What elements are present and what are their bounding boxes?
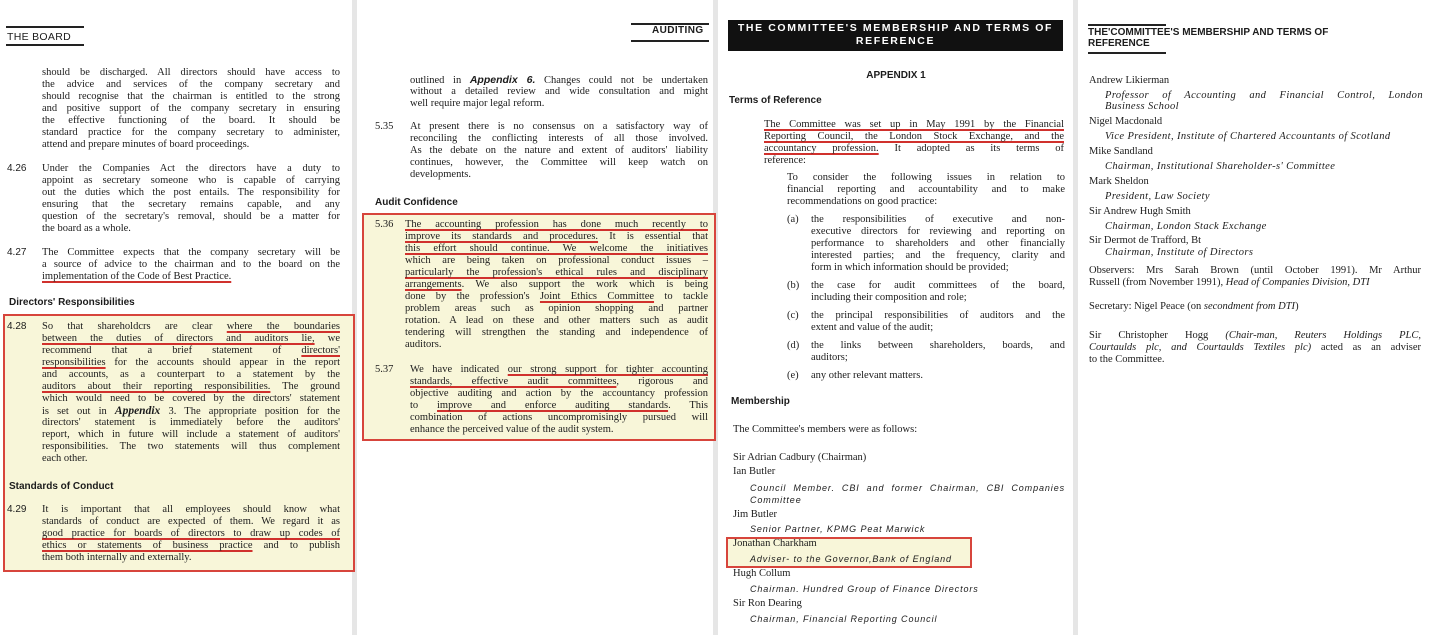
text-line: auditors. [405,339,442,350]
text-line: executive directors for reviewing and reporting on [811,226,1065,237]
text-line [42,528,340,540]
underlined-text: this effort should continue. We welcome the initiatives [405,243,708,254]
text-line [42,540,340,552]
member-name: Jim Butler [733,509,778,520]
text-line: reconciling the conflicting interests of all those involved. [410,133,708,144]
text-line: problem areas such as opinion shopping and partner [405,303,708,314]
text-line: recommendations on good practice: [787,196,938,207]
paragraph [1089,301,1421,313]
text-line: the links between shareholders, boards, and [811,340,1065,351]
text-line: To consider the following issues in relation to [787,172,1065,183]
text-line [405,291,708,303]
member-role: Vice President, Institute of Chartered Accountants of Scotland [1105,131,1391,142]
paragraph-number: (d) [787,340,800,351]
text-line: question of the secretary's removal, should be a matter for [42,211,340,222]
header-rule [6,44,84,46]
text-line: financial reporting and accountability and to make [787,184,1065,195]
text-line: The Committee's members were as follows: [733,424,918,435]
paragraph [787,172,1065,208]
text-segment: Russell (from November 1991), [1089,277,1226,288]
member-role: President, Law Society [1105,191,1210,202]
text-line: It is important that all employees should know what [42,504,340,515]
text-line: At present there is no consensus on a satisfactory way of [410,121,708,132]
paragraph [1089,330,1421,366]
text-line: combination of actions uncompromisingly pursued will [410,412,708,423]
paragraph [42,321,340,465]
text-line: which are being taken on professional conduct issues – [405,255,708,266]
text-line [410,400,708,412]
underlined-text: improve its standards and procedures. [405,231,599,242]
emphasized-text: (Chair-man, Reuters Holdings PLC, [1225,330,1421,341]
text-line: interested parties; and the frequency, clarity and [811,250,1065,261]
text-line: well require major legal reform. [410,98,545,109]
member-name: Mark Sheldon [1089,176,1149,187]
text-segment: Secretary: Nigel Peace (on [1089,301,1204,312]
text-line: As the debate on the nature and extent of auditors' liability [410,145,708,156]
underlined-text: directors' [301,345,340,356]
text-line: them both internally and externally. [42,552,192,563]
section-heading: Directors' Responsibilities [9,297,135,308]
underlined-text: responsibilities [42,357,106,368]
member-role: Chairman, Institutional Shareholder-s' Committee [1105,161,1336,172]
text-segment: It adopted as its terms of [878,143,1064,154]
text-segment: It is essential that [598,231,708,242]
member-name: Ian Butler [733,466,776,477]
text-segment: we [314,333,340,344]
member-role: Chairman, London Stack Exchange [1105,221,1267,232]
underlined-text: good practice for boards of directors to draw up codes of [42,528,340,539]
text-line: continues, however, the Committee will keep watch on [410,157,708,168]
text-segment: outlined in [410,75,470,86]
underlined-text: particularly the profession's ethical rules and disciplinary [405,267,708,278]
text-line [405,267,708,279]
paragraph-number: 5.37 [375,364,394,375]
text-segment: . This [668,400,709,411]
paragraph-number: 4.27 [7,247,27,258]
text-line: a source of advice to the chairman and to the board on the [42,259,340,270]
paragraph-number: 4.28 [7,321,27,332]
text-line: standards of conduct are expected of them. We regard it as [42,516,340,527]
emphasized-text: Courtaulds plc, and Courtaulds Textiles plc) [1089,342,1312,353]
text-segment: done by the profession's [405,291,540,302]
underlined-text: between the duties of directors and auditors lie, [42,333,315,344]
underlined-text: where the boundaries [226,321,340,332]
paragraph [42,163,340,235]
text-segment: recommend that a brief statement of [42,345,302,356]
text-line [42,333,340,345]
paragraph-number: (c) [787,310,799,321]
member-role: Professor of Accounting and Financial Control, London [1105,90,1423,101]
text-line: any other relevant matters. [811,370,923,381]
text-line: should recognise that the chairman is entitled to the strong [42,91,340,102]
text-line: Observers: Mrs Sarah Brown (until October 1991). Mr Arthur [1089,265,1421,276]
text-line: auditors; [811,352,848,363]
section-heading: Membership [731,396,790,407]
text-line: The Committee expects that the company secretary will be [42,247,340,258]
text-line: extent and value of the audit; [811,322,934,333]
chapter-banner: THE COMMITTEE'S MEMBERSHIP AND TERMS OF REFERENCE [728,20,1063,51]
text-line: without a detailed review and wide consultation and might [410,86,708,97]
text-line [405,279,708,291]
text-line: responsibilities. The two statements will thus complement [42,441,340,452]
text-segment: acted as an adviser [1311,342,1421,353]
text-segment: to tackle [654,291,709,302]
text-line [410,74,708,86]
text-segment: ) [1295,301,1299,312]
emphasized-text: secondment from DTI [1203,301,1296,312]
paragraph-number: 4.26 [7,163,27,174]
underlined-text: implementation of the Code of Best Practice. [42,271,232,282]
text-line [1089,301,1421,313]
member-name: Jonathan Charkham [733,538,817,549]
text-line: directors' statement is immediately before the auditors' [42,417,340,428]
text-line: should be discharged. All directors should have access to [42,67,340,78]
text-line [410,376,708,388]
paragraph [811,310,1065,334]
paragraph [811,280,1065,304]
member-name: Nigel Macdonald [1089,116,1163,127]
text-line: rotation. A lead on these and other matters such as audit [405,315,708,326]
text-line: including their composition and role; [811,292,967,303]
paragraph-number: (e) [787,370,799,381]
paragraph [811,340,1065,364]
text-line [42,357,340,369]
appendix-title: APPENDIX 1 [866,70,926,81]
text-segment: and to publish [252,540,340,551]
underlined-text: our strong support for tighter accounting [507,364,708,375]
text-segment: for the accounts should appear in the report [105,357,340,368]
text-line: and positive support of the company secretary in ensuring [42,103,340,114]
underlined-text: standards, effective audit committees [410,376,617,387]
text-segment: 3. The appropriate position for the [160,406,340,417]
text-line: enhance the perceived value of the audit system. [410,424,614,435]
text-line: performance to shareholders and other financially [811,238,1065,249]
text-line [42,271,340,283]
text-line [1089,277,1421,289]
paragraph [42,247,340,283]
text-segment: Changes could not be undertaken [535,75,708,86]
text-line: standard practice for the company secretary to administer, [42,127,340,138]
underlined-text: accountancy profession. [764,143,879,154]
text-line: developments. [410,169,471,180]
underlined-text: The Committee was set up in May 1991 by the Financial [764,119,1064,130]
text-line [405,219,708,231]
member-role: Chairman, Institute of Directors [1105,247,1254,258]
text-line: the principal responsibilities of auditors and the [811,310,1065,321]
paragraph [811,214,1065,274]
text-segment: , rigorous and [616,376,708,387]
text-line: ensuring that the secretary remains capable, and any [42,199,340,210]
paragraph [811,370,1065,382]
section-heading: Audit Confidence [375,197,458,208]
text-line: out the duties which the post entails. The responsibility for [42,187,340,198]
underlined-text: The accounting profession has done much recently to [405,219,708,230]
header-rule [631,40,709,42]
text-line: reference: [764,155,806,166]
text-segment: to [410,400,438,411]
text-segment: is set out in [42,406,115,417]
text-line: Under the Companies Act the directors have a duty to [42,163,340,174]
text-line: report, which in future will include a statement of auditors' [42,429,340,440]
paragraph [764,119,1064,167]
member-role: Committee [750,495,802,505]
text-line: the effective functioning of the board. It should be [42,115,340,126]
text-line: the board as a whole. [42,223,131,234]
member-name: Sir Andrew Hugh Smith [1089,206,1191,217]
paragraph [42,504,340,564]
paragraph [410,74,708,110]
text-line: and accounts, as a counterpart to a statement by the [42,369,340,380]
text-line [42,405,340,417]
text-line [764,131,1064,143]
text-segment: So that shareholdcrs are clear [42,321,227,332]
text-line: the responsibilities of executive and non- [811,214,1065,225]
paragraph-number: (b) [787,280,800,291]
member-role: Business School [1105,101,1179,112]
text-segment: . We also support the work which is being [461,279,708,290]
paragraph [42,67,340,151]
text-line [1089,342,1421,354]
text-line: tendering will strengthen the standing and independence of [405,327,708,338]
text-line: attend and prepare minutes of board proceedings. [42,139,250,150]
paragraph-number: 5.35 [375,121,394,132]
text-line [405,231,708,243]
emphasized-text: Head of Companies Division, DTI [1225,277,1370,288]
section-heading: Standards of Conduct [9,481,114,492]
underlined-text: auditors about their reporting responsibilities. [42,381,271,392]
member-role: Adviser- to the Governor,Bank of England [750,554,952,564]
text-line [410,364,708,376]
page-header: AUDITING [652,25,704,36]
text-segment: Sir Christopher Hogg [1089,330,1226,341]
member-name: Andrew Likierman [1089,75,1170,86]
text-line [1089,330,1421,342]
text-line [42,345,340,357]
text-line: to the Committee. [1089,354,1165,365]
paragraph-number: (a) [787,214,799,225]
member-name: Sir Dermot de Trafford, Bt [1089,235,1202,246]
underlined-text: arrangements [405,279,462,290]
paragraph [410,364,708,436]
member-name: Mike Sandland [1089,146,1153,157]
member-name: Sir Ron Dearing [733,598,802,609]
paragraph [733,424,1033,436]
text-line [764,119,1064,131]
text-line: form in which information should be provided; [811,262,1009,273]
page-header: THE'COMMITTEE'S MEMBERSHIP AND TERMS OF REFERENCE [1088,27,1329,49]
text-segment: We have indicated [410,364,508,375]
paragraph [1089,265,1421,289]
text-line [764,143,1064,155]
header-rule [1088,24,1166,26]
emphasized-text: Appendix [114,405,161,417]
member-role: Chairman, Financial Reporting Council [750,614,938,624]
text-line [405,243,708,255]
member-role: Senior Partner, KPMG Peat Marwick [750,524,926,534]
text-segment: The ground [270,381,340,392]
text-line: the case for audit committees of the board, [811,280,1065,291]
paragraph [405,219,708,351]
text-line: the advice and services of the company secretary and [42,79,340,90]
text-line: objective auditing and action by the accountancy profession [410,388,708,399]
member-name: Sir Adrian Cadbury (Chairman) [733,452,867,463]
emphasized-text: Appendix 6. [469,74,536,86]
text-line [42,381,340,393]
text-line: which would need to be covered by the directors' statement [42,393,340,404]
paragraph [410,121,708,181]
text-line: appoint as secretary someone who is capable of carrying [42,175,340,186]
text-line: each other. [42,453,88,464]
member-role: Chairman. Hundred Group of Finance Directors [750,584,979,594]
paragraph-number: 4.29 [7,504,27,515]
underlined-text: ethics or statements of business practice [42,540,253,551]
underlined-text: improve and enforce auditing standards [437,400,669,411]
text-line [42,321,340,333]
paragraph-number: 5.36 [375,219,394,230]
underlined-text: Reporting Council, the London Stock Exchange, and the [764,131,1064,142]
header-rule [1088,52,1166,54]
member-name: Hugh Collum [733,568,791,579]
page-header: THE BOARD [7,31,71,43]
section-heading: Terms of Reference [729,95,822,106]
header-rule [6,26,84,28]
underlined-text: Joint Ethics Committee [539,291,655,302]
member-role: Council Member. CBI and former Chairman, CBI Companies [750,483,1065,493]
